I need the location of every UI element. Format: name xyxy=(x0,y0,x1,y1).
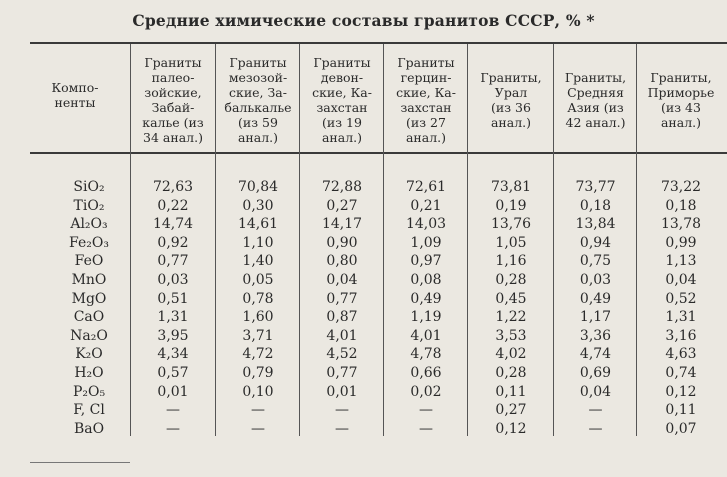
table-cell: 1,19 xyxy=(410,309,442,326)
table-cell: 0,04 xyxy=(579,383,612,400)
table-cell: 0,11 xyxy=(665,402,697,419)
column-separator xyxy=(467,44,468,436)
table-cell: 1,60 xyxy=(242,309,274,326)
table-cell: 0,22 xyxy=(157,197,189,214)
top-rule xyxy=(30,42,727,44)
table-cell: 0,45 xyxy=(495,290,527,307)
table-cell: 14,03 xyxy=(405,216,447,233)
table-cell: 0,77 xyxy=(326,365,358,381)
table-cell: 0,08 xyxy=(410,272,442,288)
table-cell: 0,07 xyxy=(665,420,697,437)
table-cell: — xyxy=(335,402,349,419)
table-cell: 0,79 xyxy=(242,365,274,381)
footnote-text xyxy=(44,468,724,477)
table-cell: — xyxy=(166,420,180,437)
table-title: Средние химические составы гранитов СССР, % * xyxy=(132,11,595,30)
table-cell: 0,18 xyxy=(665,197,697,214)
table-cell: 0,01 xyxy=(326,383,358,400)
row-label: F, Cl xyxy=(73,402,105,419)
column-separator xyxy=(299,44,300,436)
table-cell: 0,49 xyxy=(410,290,442,307)
table-cell: 4,52 xyxy=(326,346,358,363)
table-cell: 0,03 xyxy=(579,272,612,288)
column-separator xyxy=(636,44,637,436)
table-cell: 3,16 xyxy=(665,327,697,344)
row-label: MnO xyxy=(71,272,107,288)
table-cell: — xyxy=(419,420,433,437)
row-label: P₂O₅ xyxy=(72,383,106,400)
table-cell: 0,04 xyxy=(665,272,697,288)
table-cell: 0,99 xyxy=(665,234,697,251)
column-header-3: Граниты девон- ские, Ка- захстан (из 19 анал.) xyxy=(312,55,372,145)
table-cell: 0,87 xyxy=(326,309,358,326)
table-cell: 3,36 xyxy=(579,327,612,344)
column-separator xyxy=(130,44,131,436)
table-cell: 1,22 xyxy=(495,309,527,326)
table-cell: 0,94 xyxy=(579,234,612,251)
column-separator xyxy=(383,44,384,436)
row-label: Fe₂O₃ xyxy=(69,234,109,251)
table-cell: — xyxy=(166,402,180,419)
table-cell: 1,17 xyxy=(579,309,612,326)
table-cell: 0,69 xyxy=(579,365,612,381)
row-label: TiO₂ xyxy=(73,197,105,214)
table-cell: 70,84 xyxy=(237,179,279,195)
table-cell: 0,52 xyxy=(665,290,697,307)
header-components: Компо- ненты xyxy=(51,80,99,110)
row-label: SiO₂ xyxy=(73,179,105,195)
table-cell: — xyxy=(419,402,433,419)
table-cell: 13,76 xyxy=(490,216,532,233)
table-cell: 4,01 xyxy=(410,327,442,344)
table-cell: 13,78 xyxy=(660,216,702,233)
row-label: Al₂O₃ xyxy=(70,216,108,233)
table-cell: 0,21 xyxy=(410,197,442,214)
table-cell: 1,16 xyxy=(495,253,527,270)
table-cell: — xyxy=(251,420,265,437)
table-cell: 0,90 xyxy=(326,234,358,251)
table-cell: 4,74 xyxy=(579,346,612,363)
table-cell: 0,28 xyxy=(495,272,527,288)
table-cell: 4,34 xyxy=(157,346,189,363)
table-cell: 0,78 xyxy=(242,290,274,307)
table-cell: 0,19 xyxy=(495,197,527,214)
row-label: FeO xyxy=(74,253,104,270)
table-cell: 14,61 xyxy=(237,216,279,233)
table-cell: 0,18 xyxy=(579,197,612,214)
column-header-2: Граниты мезозой- ские, За- балькалье (из 59 анал.) xyxy=(224,55,292,145)
row-label: H₂O xyxy=(74,365,104,381)
table-cell: 14,74 xyxy=(152,216,194,233)
table-cell: 4,72 xyxy=(242,346,274,363)
table-cell: 1,31 xyxy=(157,309,189,326)
column-header-6: Граниты, Средняя Азия (из 42 анал.) xyxy=(564,70,627,130)
table-cell: — xyxy=(335,420,349,437)
table-cell: 1,13 xyxy=(665,253,697,270)
table-cell: 4,78 xyxy=(410,346,442,363)
table-cell: 0,66 xyxy=(410,365,442,381)
table-cell: 0,12 xyxy=(495,420,527,437)
table-cell: 0,27 xyxy=(326,197,358,214)
footnote-rule xyxy=(30,462,130,463)
table-cell: 0,77 xyxy=(326,290,358,307)
header-bottom-rule xyxy=(30,152,727,154)
column-header-1: Граниты палео- зойские, Забай- калье (из 34 анал.) xyxy=(142,55,204,145)
column-header-4: Граниты герцин- ские, Ка- захстан (из 27 анал.) xyxy=(396,55,456,145)
table-cell: 14,17 xyxy=(321,216,363,233)
row-label: K₂O xyxy=(75,346,103,363)
table-cell: 1,40 xyxy=(242,253,274,270)
table-cell: 0,12 xyxy=(665,383,697,400)
table-cell: 1,09 xyxy=(410,234,442,251)
row-label: MgO xyxy=(71,290,107,307)
table-cell: 1,10 xyxy=(242,234,274,251)
table-cell: 0,28 xyxy=(495,365,527,381)
table-cell: 0,92 xyxy=(157,234,189,251)
row-label: BaO xyxy=(73,420,105,437)
table-cell: 0,05 xyxy=(242,272,274,288)
table-cell: 73,22 xyxy=(660,179,702,195)
table-cell: 13,84 xyxy=(575,216,616,233)
table-cell: 0,75 xyxy=(579,253,612,270)
table-cell: 72,61 xyxy=(405,179,447,195)
row-label: Na₂O xyxy=(70,327,108,344)
table-cell: 3,53 xyxy=(495,327,527,344)
table-cell: — xyxy=(588,420,603,437)
table-cell: 0,80 xyxy=(326,253,358,270)
table-cell: 73,77 xyxy=(575,179,616,195)
table-cell: 0,04 xyxy=(326,272,358,288)
table-cell: 0,97 xyxy=(410,253,442,270)
table-cell: 0,51 xyxy=(157,290,189,307)
table-cell: 72,63 xyxy=(152,179,194,195)
table-cell: 0,01 xyxy=(157,383,189,400)
table-cell: 0,03 xyxy=(157,272,189,288)
table-cell: 0,77 xyxy=(157,253,189,270)
table-cell: 0,57 xyxy=(157,365,189,381)
table-cell: 73,81 xyxy=(490,179,532,195)
table-cell: 72,88 xyxy=(321,179,363,195)
column-separator xyxy=(215,44,216,436)
table-cell: 0,11 xyxy=(495,383,527,400)
table-cell: 0,02 xyxy=(410,383,442,400)
table-cell: — xyxy=(588,402,603,419)
table-cell: 0,49 xyxy=(579,290,612,307)
table-cell: 4,01 xyxy=(326,327,358,344)
table-cell: 1,05 xyxy=(495,234,527,251)
column-header-7: Граниты, Приморье (из 43 анал.) xyxy=(647,70,715,130)
table-cell: 4,02 xyxy=(495,346,527,363)
row-label: CaO xyxy=(73,309,105,326)
table-cell: 1,31 xyxy=(665,309,697,326)
column-header-5: Граниты, Урал (из 36 анал.) xyxy=(480,70,542,130)
table-cell: 4,63 xyxy=(665,346,697,363)
table-cell: — xyxy=(251,402,265,419)
table-cell: 0,10 xyxy=(242,383,274,400)
table-cell: 0,74 xyxy=(665,365,697,381)
column-separator xyxy=(553,44,554,436)
table-cell: 0,30 xyxy=(242,197,274,214)
table-cell: 0,27 xyxy=(495,402,527,419)
table-cell: 3,71 xyxy=(242,327,274,344)
table-cell: 3,95 xyxy=(157,327,189,344)
